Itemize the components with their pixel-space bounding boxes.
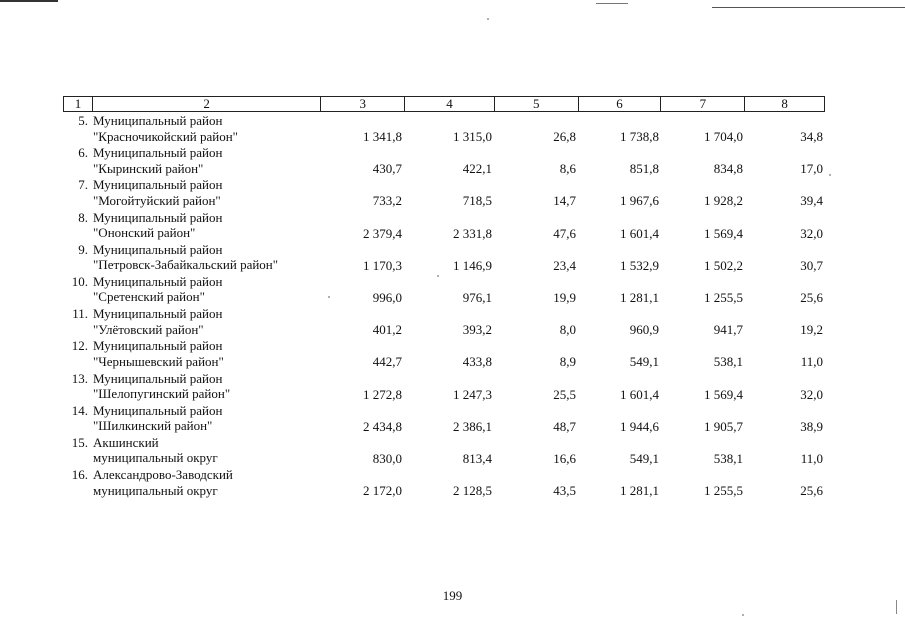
district-name-line2: муниципальный округ	[93, 450, 218, 466]
table-row	[63, 209, 825, 241]
district-name-line1: Муниципальный район	[93, 209, 223, 225]
value-cell-col8: 25,6	[800, 289, 823, 305]
row-number: 15.	[71, 434, 88, 450]
table-row	[63, 144, 825, 176]
value-cell-col6: 960,9	[629, 322, 659, 338]
value-cell-col5: 19,9	[553, 289, 576, 305]
district-name	[91, 209, 320, 241]
value-cell-col5: 43,5	[553, 483, 576, 499]
table-row	[63, 273, 825, 305]
district-name	[91, 402, 320, 434]
district-name-line2: "Петровск-Забайкальский район"	[93, 257, 279, 273]
header-cell: 7	[660, 97, 744, 111]
value-cell-col4: 813,4	[462, 450, 492, 466]
value-cell-col3: 1 341,8	[363, 129, 402, 144]
row-number: 5.	[78, 113, 88, 128]
scan-speck	[829, 174, 831, 176]
value-cell-col7: 1 928,2	[704, 193, 743, 209]
data-table	[63, 96, 825, 498]
district-name-line2: "Шилкинский район"	[93, 418, 213, 434]
row-number: 12.	[71, 338, 88, 354]
table-row	[63, 337, 825, 369]
value-cell-col4: 393,2	[462, 322, 492, 338]
district-name-line2: "Шелопугинский район"	[93, 386, 231, 401]
table-body	[63, 112, 825, 498]
value-cell-col6: 1 532,9	[620, 257, 659, 273]
value-cell-col6: 1 601,4	[620, 225, 659, 241]
value-cell-col3: 442,7	[372, 354, 402, 370]
value-cell-col5: 8,6	[559, 161, 576, 177]
scan-artifact-line	[596, 3, 628, 4]
header-cell: 4	[404, 97, 494, 111]
value-cell-col7: 1 905,7	[704, 418, 743, 434]
value-cell-col3: 2 172,0	[363, 483, 402, 499]
value-cell-col8: 32,0	[800, 225, 823, 241]
value-cell-col8: 32,0	[800, 386, 823, 402]
district-name	[91, 241, 320, 273]
value-cell-col6: 1 281,1	[620, 483, 659, 499]
district-name-line1: Муниципальный район	[93, 113, 223, 128]
header-cell: 5	[494, 97, 578, 111]
value-cell-col4: 718,5	[462, 193, 492, 209]
value-cell-col5: 26,8	[553, 129, 576, 144]
value-cell-col4: 976,1	[462, 289, 492, 305]
value-cell-col4: 422,1	[462, 161, 492, 177]
value-cell-col4: 2 386,1	[453, 418, 492, 434]
value-cell-col3: 430,7	[372, 161, 402, 177]
row-number: 13.	[71, 370, 88, 386]
row-number: 10.	[71, 273, 88, 289]
value-cell-col6: 549,1	[629, 354, 659, 370]
district-name	[91, 112, 320, 144]
district-name-line1: Муниципальный район	[93, 370, 223, 386]
district-name-line1: Акшинский	[93, 434, 159, 450]
value-cell-col7: 1 255,5	[704, 483, 743, 499]
table-row	[63, 241, 825, 273]
district-name-line1: Муниципальный район	[93, 306, 223, 322]
district-name-line2: "Ононский район"	[93, 225, 196, 241]
value-cell-col3: 401,2	[372, 322, 402, 338]
table-row	[63, 112, 825, 144]
table-row	[63, 370, 825, 402]
value-cell-col7: 1 569,4	[704, 386, 743, 402]
row-number: 14.	[71, 402, 88, 418]
header-cell: 1	[74, 96, 82, 111]
value-cell-col6: 1 738,8	[620, 129, 659, 144]
value-cell-col8: 11,0	[800, 450, 823, 466]
district-name	[91, 305, 320, 337]
value-cell-col3: 1 170,3	[363, 257, 402, 273]
value-cell-col6: 1 944,6	[620, 418, 659, 434]
district-name-line2: "Кыринский район"	[93, 160, 204, 176]
scan-speck	[487, 18, 489, 20]
district-name-line2: муниципальный округ	[93, 482, 218, 498]
value-cell-col3: 996,0	[372, 289, 402, 305]
district-name-line2: "Чернышевский район"	[93, 353, 224, 369]
table-row	[63, 434, 825, 466]
value-cell-col5: 47,6	[553, 225, 576, 241]
table-row	[63, 402, 825, 434]
value-cell-col6: 1 281,1	[620, 289, 659, 305]
value-cell-col7: 834,8	[713, 161, 743, 177]
scan-artifact-line	[712, 7, 905, 8]
value-cell-col8: 38,9	[800, 418, 823, 434]
value-cell-col5: 48,7	[553, 418, 576, 434]
district-name-line1: Муниципальный район	[93, 241, 223, 257]
value-cell-col4: 1 146,9	[453, 257, 492, 273]
header-cell: 6	[578, 97, 661, 111]
district-name-line2: "Могойтуйский район"	[93, 192, 221, 208]
value-cell-col5: 8,9	[559, 354, 576, 370]
value-cell-col7: 1 569,4	[704, 225, 743, 241]
value-cell-col4: 2 128,5	[453, 483, 492, 499]
value-cell-col4: 1 315,0	[453, 129, 492, 144]
table-header-row	[63, 96, 825, 112]
value-cell-col5: 8,0	[559, 322, 576, 338]
district-name-line2: "Улётовский район"	[93, 321, 204, 337]
district-name-line1: Муниципальный район	[93, 273, 223, 289]
value-cell-col7: 1 502,2	[704, 257, 743, 273]
row-number: 8.	[78, 209, 88, 225]
district-name	[91, 337, 320, 369]
page-number: 199	[442, 588, 463, 603]
value-cell-col5: 16,6	[553, 450, 576, 466]
value-cell-col6: 1 601,4	[620, 386, 659, 402]
value-cell-col4: 2 331,8	[453, 225, 492, 241]
value-cell-col6: 549,1	[629, 450, 659, 466]
row-number: 16.	[71, 467, 88, 483]
value-cell-col5: 25,5	[553, 386, 576, 402]
row-number: 9.	[78, 241, 88, 257]
district-name-line1: Муниципальный район	[93, 145, 223, 161]
value-cell-col6: 851,8	[629, 161, 659, 177]
table-row	[63, 176, 825, 208]
district-name	[91, 176, 320, 208]
table-row	[63, 305, 825, 337]
row-number: 7.	[78, 177, 88, 193]
district-name-line1: Александрово-Заводский	[93, 467, 233, 483]
value-cell-col6: 1 967,6	[620, 193, 659, 209]
value-cell-col7: 941,7	[713, 322, 743, 338]
header-cell: 2	[92, 97, 320, 111]
value-cell-col3: 830,0	[372, 450, 402, 466]
row-number: 6.	[78, 145, 88, 161]
value-cell-col3: 733,2	[372, 193, 402, 209]
district-name-line1: Муниципальный район	[93, 177, 223, 193]
value-cell-col3: 2 434,8	[363, 418, 402, 434]
value-cell-col7: 538,1	[713, 354, 743, 370]
district-name-line1: Муниципальный район	[93, 338, 223, 354]
value-cell-col4: 1 247,3	[453, 386, 492, 402]
district-name-line2: "Сретенский район"	[93, 289, 205, 305]
header-cell: 3	[320, 97, 404, 111]
value-cell-col5: 14,7	[553, 193, 576, 209]
value-cell-col3: 2 379,4	[363, 225, 402, 241]
district-name	[91, 434, 320, 466]
district-name-line1: Муниципальный район	[93, 402, 223, 418]
value-cell-col7: 1 255,5	[704, 289, 743, 305]
value-cell-col8: 17,0	[800, 161, 823, 177]
scan-artifact-line	[0, 0, 58, 2]
district-name	[91, 466, 320, 498]
header-cell: 8	[744, 97, 824, 111]
value-cell-col7: 538,1	[713, 450, 743, 466]
scan-speck	[742, 614, 744, 616]
value-cell-col3: 1 272,8	[363, 386, 402, 402]
value-cell-col8: 30,7	[800, 257, 823, 273]
row-number: 11.	[72, 306, 88, 322]
district-name-line2: "Красночикойский район"	[93, 128, 238, 144]
value-cell-col8: 11,0	[800, 354, 823, 370]
district-name	[91, 144, 320, 176]
value-cell-col8: 25,6	[800, 483, 823, 499]
district-name	[91, 370, 320, 402]
value-cell-col5: 23,4	[553, 257, 576, 273]
district-name	[91, 273, 320, 305]
value-cell-col7: 1 704,0	[704, 129, 743, 144]
value-cell-col4: 433,8	[462, 354, 492, 370]
table-row	[63, 466, 825, 498]
value-cell-col8: 39,4	[800, 193, 823, 209]
value-cell-col8: 19,2	[800, 322, 823, 338]
value-cell-col8: 34,8	[800, 129, 823, 144]
